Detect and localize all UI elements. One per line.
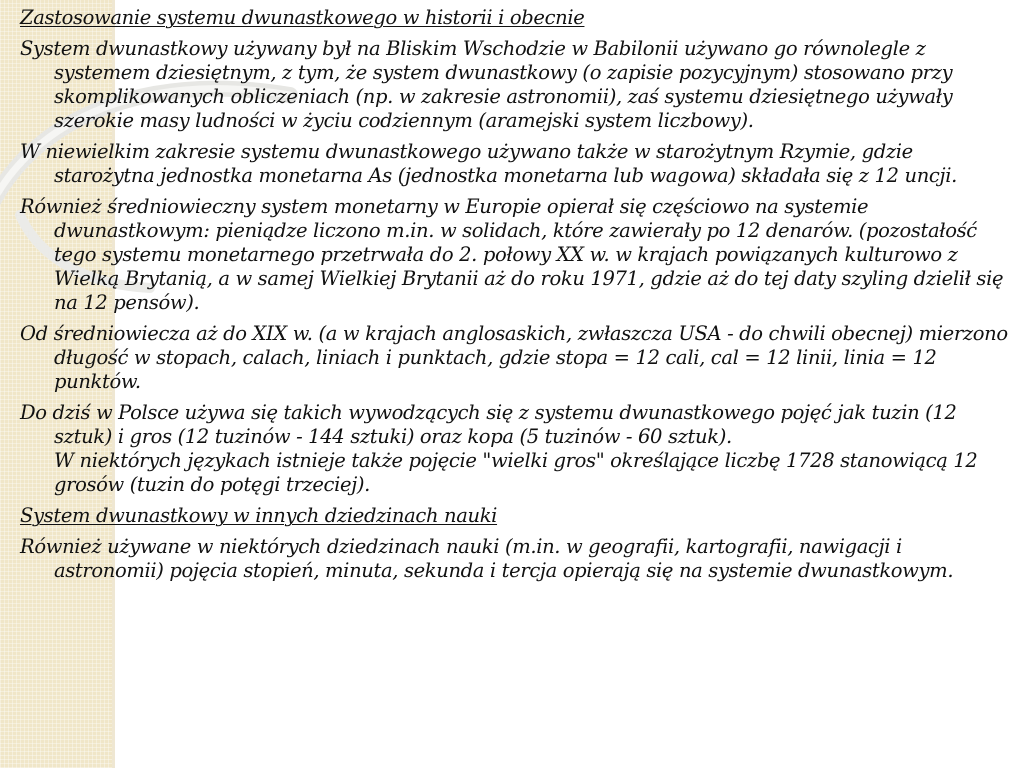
paragraph-rome: W niewielkim zakresie systemu dwunastkowego używano także w starożytnym Rzymie, gdzie starożytna jednostka monetarna As (jednostka monetarna lub wagowa) składała się z 12 uncji. bbox=[20, 140, 957, 187]
paragraph-babylon: System dwunastkowy używany był na Bliskim Wschodzie w Babilonii używano go równolegle z systemem dziesiętnym, z tym, że system dwunastkowy (o zapisie pozycyjnym) stosowano przy skomplikowanych obliczeniach (np. w zakresie astronomii), zaś systemu dziesiętnego używały szerokie masy ludności w życiu codziennym (aramejski system liczbowy). bbox=[20, 37, 953, 132]
heading-science: System dwunastkowy w innych dziedzinach nauki bbox=[20, 504, 498, 527]
slide-content bbox=[20, 6, 1015, 590]
paragraph-poland-counting bbox=[20, 401, 1015, 497]
paragraph-medieval-money: Również średniowieczny system monetarny w Europie opierał się częściowo na systemie dwunastkowym: pieniądze liczono m.in. w solidach, które zawierały po 12 denarów. (pozostałość tego systemu monetarnego przetrwała do 2. połowy XX w. w krajach powiązanych kulturowo z Wielką Brytanią, a w samej Wielkiej Brytanii aż do roku 1971, gdzie aż do tej daty szyling dzielił się na 12 pensów). bbox=[20, 195, 1004, 314]
paragraph-tuzin-gros-kopa: Do dziś w Polsce używa się takich wywodzących się z systemu dwunastkowego pojęć jak tuzin (12 sztuk) i gros (12 tuzinów - 144 sztuki) oraz kopa (5 tuzinów - 60 sztuk). bbox=[20, 401, 957, 448]
paragraph-length-units: Od średniowiecza aż do XIX w. (a w krajach anglosaskich, zwłaszcza USA - do chwili obecnej) mierzono długość w stopach, calach, liniach i punktach, gdzie stopa = 12 cali, cal = 12 linii, linia = 12 punktów. bbox=[20, 322, 1008, 393]
paragraph-great-gross: W niektórych językach istnieje także pojęcie "wielki gros" określające liczbę 1728 stanowiącą 12 grosów (tuzin do potęgi trzeciej). bbox=[54, 449, 978, 496]
paragraph-science-units: Również używane w niektórych dziedzinach nauki (m.in. w geografii, kartografii, nawigacji i astronomii) pojęcia stopień, minuta, sekunda i tercja opierają się na systemie dwunastkowym. bbox=[20, 535, 954, 582]
heading-history: Zastosowanie systemu dwunastkowego w historii i obecnie bbox=[20, 6, 585, 29]
